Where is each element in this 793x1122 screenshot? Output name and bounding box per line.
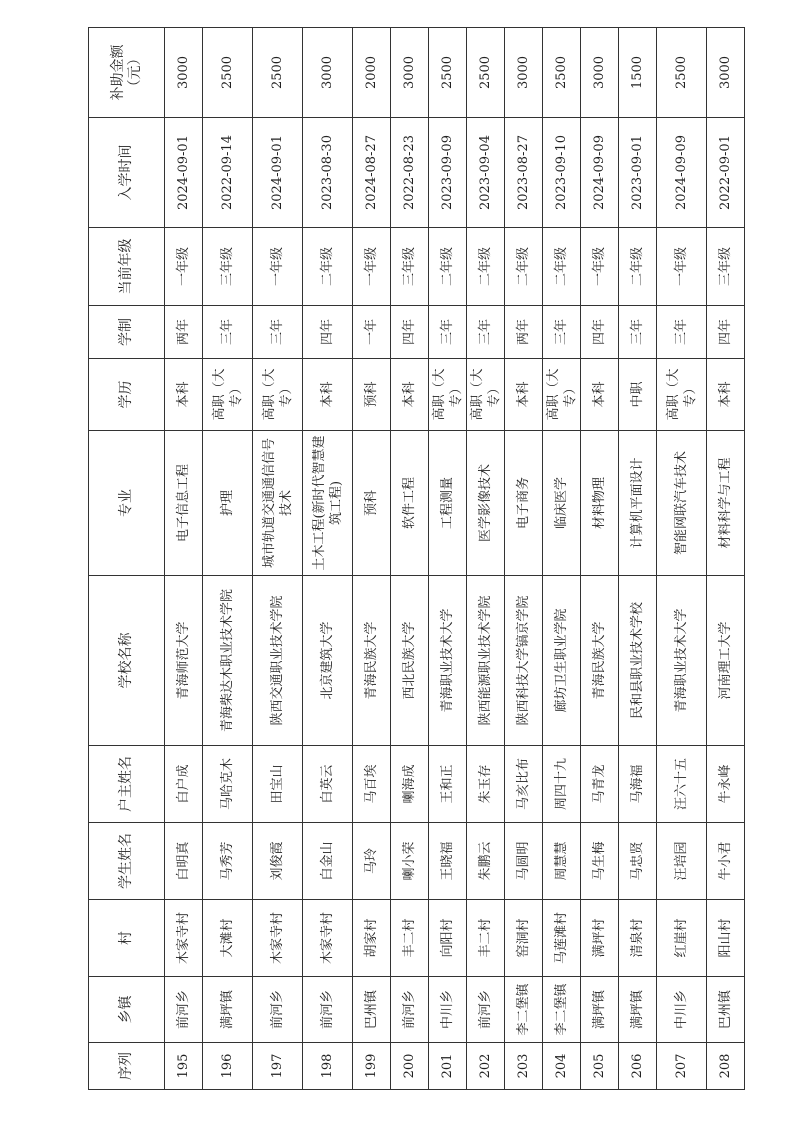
cell-duration: 三年	[253, 306, 303, 359]
cell-village: 窑洞村	[505, 900, 543, 977]
cell-school-name: 陕西交通职业技术学院	[253, 576, 303, 746]
cell-enroll-date: 2023-08-27	[505, 118, 543, 228]
cell-subsidy-amount: 3000	[165, 28, 203, 118]
cell-index: 195	[165, 1043, 203, 1090]
cell-subsidy-amount: 2500	[253, 28, 303, 118]
cell-village: 向阳村	[429, 900, 467, 977]
header-subsidy-amount: 补助金额（元）	[89, 28, 165, 118]
table-row	[203, 28, 253, 1090]
cell-township: 前河乡	[303, 977, 353, 1043]
cell-education: 高职（大专）	[203, 359, 253, 431]
header-grade: 当前年级	[89, 228, 165, 306]
cell-education: 中职	[619, 359, 657, 431]
cell-subsidy-amount: 2500	[203, 28, 253, 118]
cell-major: 临床医学	[543, 431, 581, 576]
subsidy-table	[88, 27, 745, 1090]
cell-school-name: 北京建筑大学	[303, 576, 353, 746]
cell-school-name: 青海职业技术大学	[657, 576, 707, 746]
cell-school-name: 青海民族大学	[353, 576, 391, 746]
cell-township: 满坪镇	[203, 977, 253, 1043]
cell-grade: 一年级	[353, 228, 391, 306]
cell-township: 中川乡	[657, 977, 707, 1043]
cell-township: 前河乡	[165, 977, 203, 1043]
cell-education: 本科	[303, 359, 353, 431]
cell-duration: 四年	[581, 306, 619, 359]
cell-school-name: 民和县职业技术学校	[619, 576, 657, 746]
cell-village: 木家寺村	[303, 900, 353, 977]
cell-enroll-date: 2023-08-30	[303, 118, 353, 228]
cell-subsidy-amount: 3000	[505, 28, 543, 118]
cell-township: 巴州镇	[707, 977, 745, 1043]
cell-village: 红崖村	[657, 900, 707, 977]
cell-school-name: 青海师范大学	[165, 576, 203, 746]
cell-student-name: 马圆明	[505, 823, 543, 900]
cell-subsidy-amount: 2000	[353, 28, 391, 118]
cell-householder-name: 马哈克木	[203, 746, 253, 823]
cell-duration: 三年	[543, 306, 581, 359]
cell-major: 软件工程	[391, 431, 429, 576]
cell-grade: 二年级	[429, 228, 467, 306]
cell-index: 204	[543, 1043, 581, 1090]
cell-major: 计算机平面设计	[619, 431, 657, 576]
table-row	[353, 28, 391, 1090]
cell-enroll-date: 2023-09-09	[429, 118, 467, 228]
cell-student-name: 牛小君	[707, 823, 745, 900]
cell-village: 满坪村	[581, 900, 619, 977]
cell-major: 材料科学与工程	[707, 431, 745, 576]
cell-education: 本科	[707, 359, 745, 431]
cell-major: 土木工程(新时代智慧建筑工程)	[303, 431, 353, 576]
cell-township: 前河乡	[391, 977, 429, 1043]
cell-school-name: 廊坊卫生职业学院	[543, 576, 581, 746]
cell-householder-name: 王和正	[429, 746, 467, 823]
cell-major: 电子商务	[505, 431, 543, 576]
cell-village: 木家寺村	[165, 900, 203, 977]
cell-enroll-date: 2023-09-04	[467, 118, 505, 228]
cell-index: 205	[581, 1043, 619, 1090]
cell-duration: 三年	[657, 306, 707, 359]
cell-subsidy-amount: 3000	[391, 28, 429, 118]
cell-duration: 三年	[619, 306, 657, 359]
cell-duration: 三年	[429, 306, 467, 359]
cell-grade: 二年级	[505, 228, 543, 306]
header-township: 乡镇	[89, 977, 165, 1043]
cell-village: 阳山村	[707, 900, 745, 977]
table-body	[165, 28, 745, 1090]
cell-index: 206	[619, 1043, 657, 1090]
header-householder-name: 户主姓名	[89, 746, 165, 823]
cell-school-name: 青海柴达木职业技术学院	[203, 576, 253, 746]
cell-education: 高职（大专）	[657, 359, 707, 431]
cell-major: 城市轨道交通通信信号技术	[253, 431, 303, 576]
cell-householder-name: 马海福	[619, 746, 657, 823]
cell-subsidy-amount: 3000	[581, 28, 619, 118]
cell-school-name: 青海民族大学	[581, 576, 619, 746]
cell-enroll-date: 2022-08-23	[391, 118, 429, 228]
table-row	[429, 28, 467, 1090]
cell-school-name: 青海职业技术大学	[429, 576, 467, 746]
cell-student-name: 喇小荣	[391, 823, 429, 900]
cell-grade: 一年级	[165, 228, 203, 306]
table-row	[707, 28, 745, 1090]
cell-township: 满坪镇	[619, 977, 657, 1043]
cell-index: 199	[353, 1043, 391, 1090]
cell-student-name: 朱鹏云	[467, 823, 505, 900]
cell-education: 预科	[353, 359, 391, 431]
cell-student-name: 白金山	[303, 823, 353, 900]
table-row	[253, 28, 303, 1090]
cell-index: 197	[253, 1043, 303, 1090]
cell-major: 预科	[353, 431, 391, 576]
cell-householder-name: 马亥比布	[505, 746, 543, 823]
cell-enroll-date: 2022-09-14	[203, 118, 253, 228]
table-row	[619, 28, 657, 1090]
cell-township: 中川乡	[429, 977, 467, 1043]
cell-householder-name: 白英云	[303, 746, 353, 823]
rotated-table-container	[88, 28, 733, 1090]
cell-township: 满坪镇	[581, 977, 619, 1043]
cell-grade: 二年级	[619, 228, 657, 306]
cell-index: 201	[429, 1043, 467, 1090]
cell-duration: 四年	[391, 306, 429, 359]
cell-duration: 两年	[505, 306, 543, 359]
cell-education: 本科	[165, 359, 203, 431]
cell-township: 前河乡	[253, 977, 303, 1043]
cell-householder-name: 朱玉存	[467, 746, 505, 823]
cell-village: 胡家村	[353, 900, 391, 977]
cell-village: 清泉村	[619, 900, 657, 977]
cell-grade: 二年级	[303, 228, 353, 306]
table-row	[505, 28, 543, 1090]
header-village: 村	[89, 900, 165, 977]
cell-index: 198	[303, 1043, 353, 1090]
cell-student-name: 马生梅	[581, 823, 619, 900]
cell-school-name: 陕西科技大学镐京学院	[505, 576, 543, 746]
cell-student-name: 马忠贤	[619, 823, 657, 900]
cell-subsidy-amount: 2500	[657, 28, 707, 118]
cell-index: 200	[391, 1043, 429, 1090]
cell-subsidy-amount: 3000	[707, 28, 745, 118]
cell-education: 高职（大专）	[467, 359, 505, 431]
cell-village: 丰二村	[391, 900, 429, 977]
cell-education: 高职（大专）	[253, 359, 303, 431]
header-major: 专业	[89, 431, 165, 576]
cell-major: 护理	[203, 431, 253, 576]
cell-student-name: 汪培园	[657, 823, 707, 900]
cell-major: 工程测量	[429, 431, 467, 576]
cell-major: 智能网联汽车技术	[657, 431, 707, 576]
header-duration: 学制	[89, 306, 165, 359]
cell-township: 李二堡镇	[543, 977, 581, 1043]
table-row	[581, 28, 619, 1090]
cell-education: 高职（大专）	[543, 359, 581, 431]
cell-subsidy-amount: 1500	[619, 28, 657, 118]
cell-householder-name: 田宝山	[253, 746, 303, 823]
cell-subsidy-amount: 2500	[429, 28, 467, 118]
cell-index: 202	[467, 1043, 505, 1090]
cell-householder-name: 牛永峰	[707, 746, 745, 823]
cell-enroll-date: 2024-08-27	[353, 118, 391, 228]
cell-grade: 一年级	[253, 228, 303, 306]
cell-enroll-date: 2022-09-01	[707, 118, 745, 228]
header-student-name: 学生姓名	[89, 823, 165, 900]
cell-education: 本科	[581, 359, 619, 431]
cell-grade: 二年级	[467, 228, 505, 306]
cell-enroll-date: 2024-09-09	[657, 118, 707, 228]
cell-duration: 四年	[707, 306, 745, 359]
cell-major: 电子信息工程	[165, 431, 203, 576]
table-row	[391, 28, 429, 1090]
cell-student-name: 白明真	[165, 823, 203, 900]
cell-subsidy-amount: 2500	[467, 28, 505, 118]
cell-student-name: 马玲	[353, 823, 391, 900]
cell-student-name: 马秀芳	[203, 823, 253, 900]
header-education: 学历	[89, 359, 165, 431]
cell-grade: 一年级	[581, 228, 619, 306]
cell-index: 203	[505, 1043, 543, 1090]
table-row	[543, 28, 581, 1090]
table-row	[467, 28, 505, 1090]
cell-major: 医学影像技术	[467, 431, 505, 576]
table-row	[657, 28, 707, 1090]
header-school-name: 学校名称	[89, 576, 165, 746]
cell-student-name: 周慧慧	[543, 823, 581, 900]
cell-student-name: 刘俊霞	[253, 823, 303, 900]
cell-grade: 三年级	[203, 228, 253, 306]
cell-duration: 四年	[303, 306, 353, 359]
cell-grade: 三年级	[707, 228, 745, 306]
cell-grade: 二年级	[543, 228, 581, 306]
cell-duration: 两年	[165, 306, 203, 359]
cell-grade: 一年级	[657, 228, 707, 306]
cell-enroll-date: 2023-09-10	[543, 118, 581, 228]
header-enroll-date: 入学时间	[89, 118, 165, 228]
cell-township: 巴州镇	[353, 977, 391, 1043]
cell-education: 本科	[505, 359, 543, 431]
cell-index: 208	[707, 1043, 745, 1090]
cell-subsidy-amount: 3000	[303, 28, 353, 118]
cell-duration: 三年	[203, 306, 253, 359]
cell-householder-name: 马百埃	[353, 746, 391, 823]
cell-householder-name: 喇海成	[391, 746, 429, 823]
cell-school-name: 河南理工大学	[707, 576, 745, 746]
table-header-row	[89, 28, 165, 1090]
cell-householder-name: 汪六十五	[657, 746, 707, 823]
cell-village: 大滩村	[203, 900, 253, 977]
cell-township: 前河乡	[467, 977, 505, 1043]
header-index: 序列	[89, 1043, 165, 1090]
cell-duration: 三年	[467, 306, 505, 359]
cell-index: 207	[657, 1043, 707, 1090]
cell-householder-name: 白户成	[165, 746, 203, 823]
cell-school-name: 西北民族大学	[391, 576, 429, 746]
cell-township: 李二堡镇	[505, 977, 543, 1043]
cell-householder-name: 周四十九	[543, 746, 581, 823]
table-row	[165, 28, 203, 1090]
cell-enroll-date: 2024-09-09	[581, 118, 619, 228]
table-row	[303, 28, 353, 1090]
cell-major: 材料物理	[581, 431, 619, 576]
cell-householder-name: 马青龙	[581, 746, 619, 823]
cell-education: 本科	[391, 359, 429, 431]
cell-village: 丰二村	[467, 900, 505, 977]
cell-grade: 三年级	[391, 228, 429, 306]
cell-subsidy-amount: 2500	[543, 28, 581, 118]
cell-enroll-date: 2024-09-01	[165, 118, 203, 228]
cell-index: 196	[203, 1043, 253, 1090]
cell-village: 马莲滩村	[543, 900, 581, 977]
cell-village: 木家寺村	[253, 900, 303, 977]
cell-education: 高职（大专）	[429, 359, 467, 431]
cell-duration: 一年	[353, 306, 391, 359]
cell-enroll-date: 2023-09-01	[619, 118, 657, 228]
cell-student-name: 王晓福	[429, 823, 467, 900]
cell-school-name: 陕西能源职业技术学院	[467, 576, 505, 746]
cell-enroll-date: 2024-09-01	[253, 118, 303, 228]
